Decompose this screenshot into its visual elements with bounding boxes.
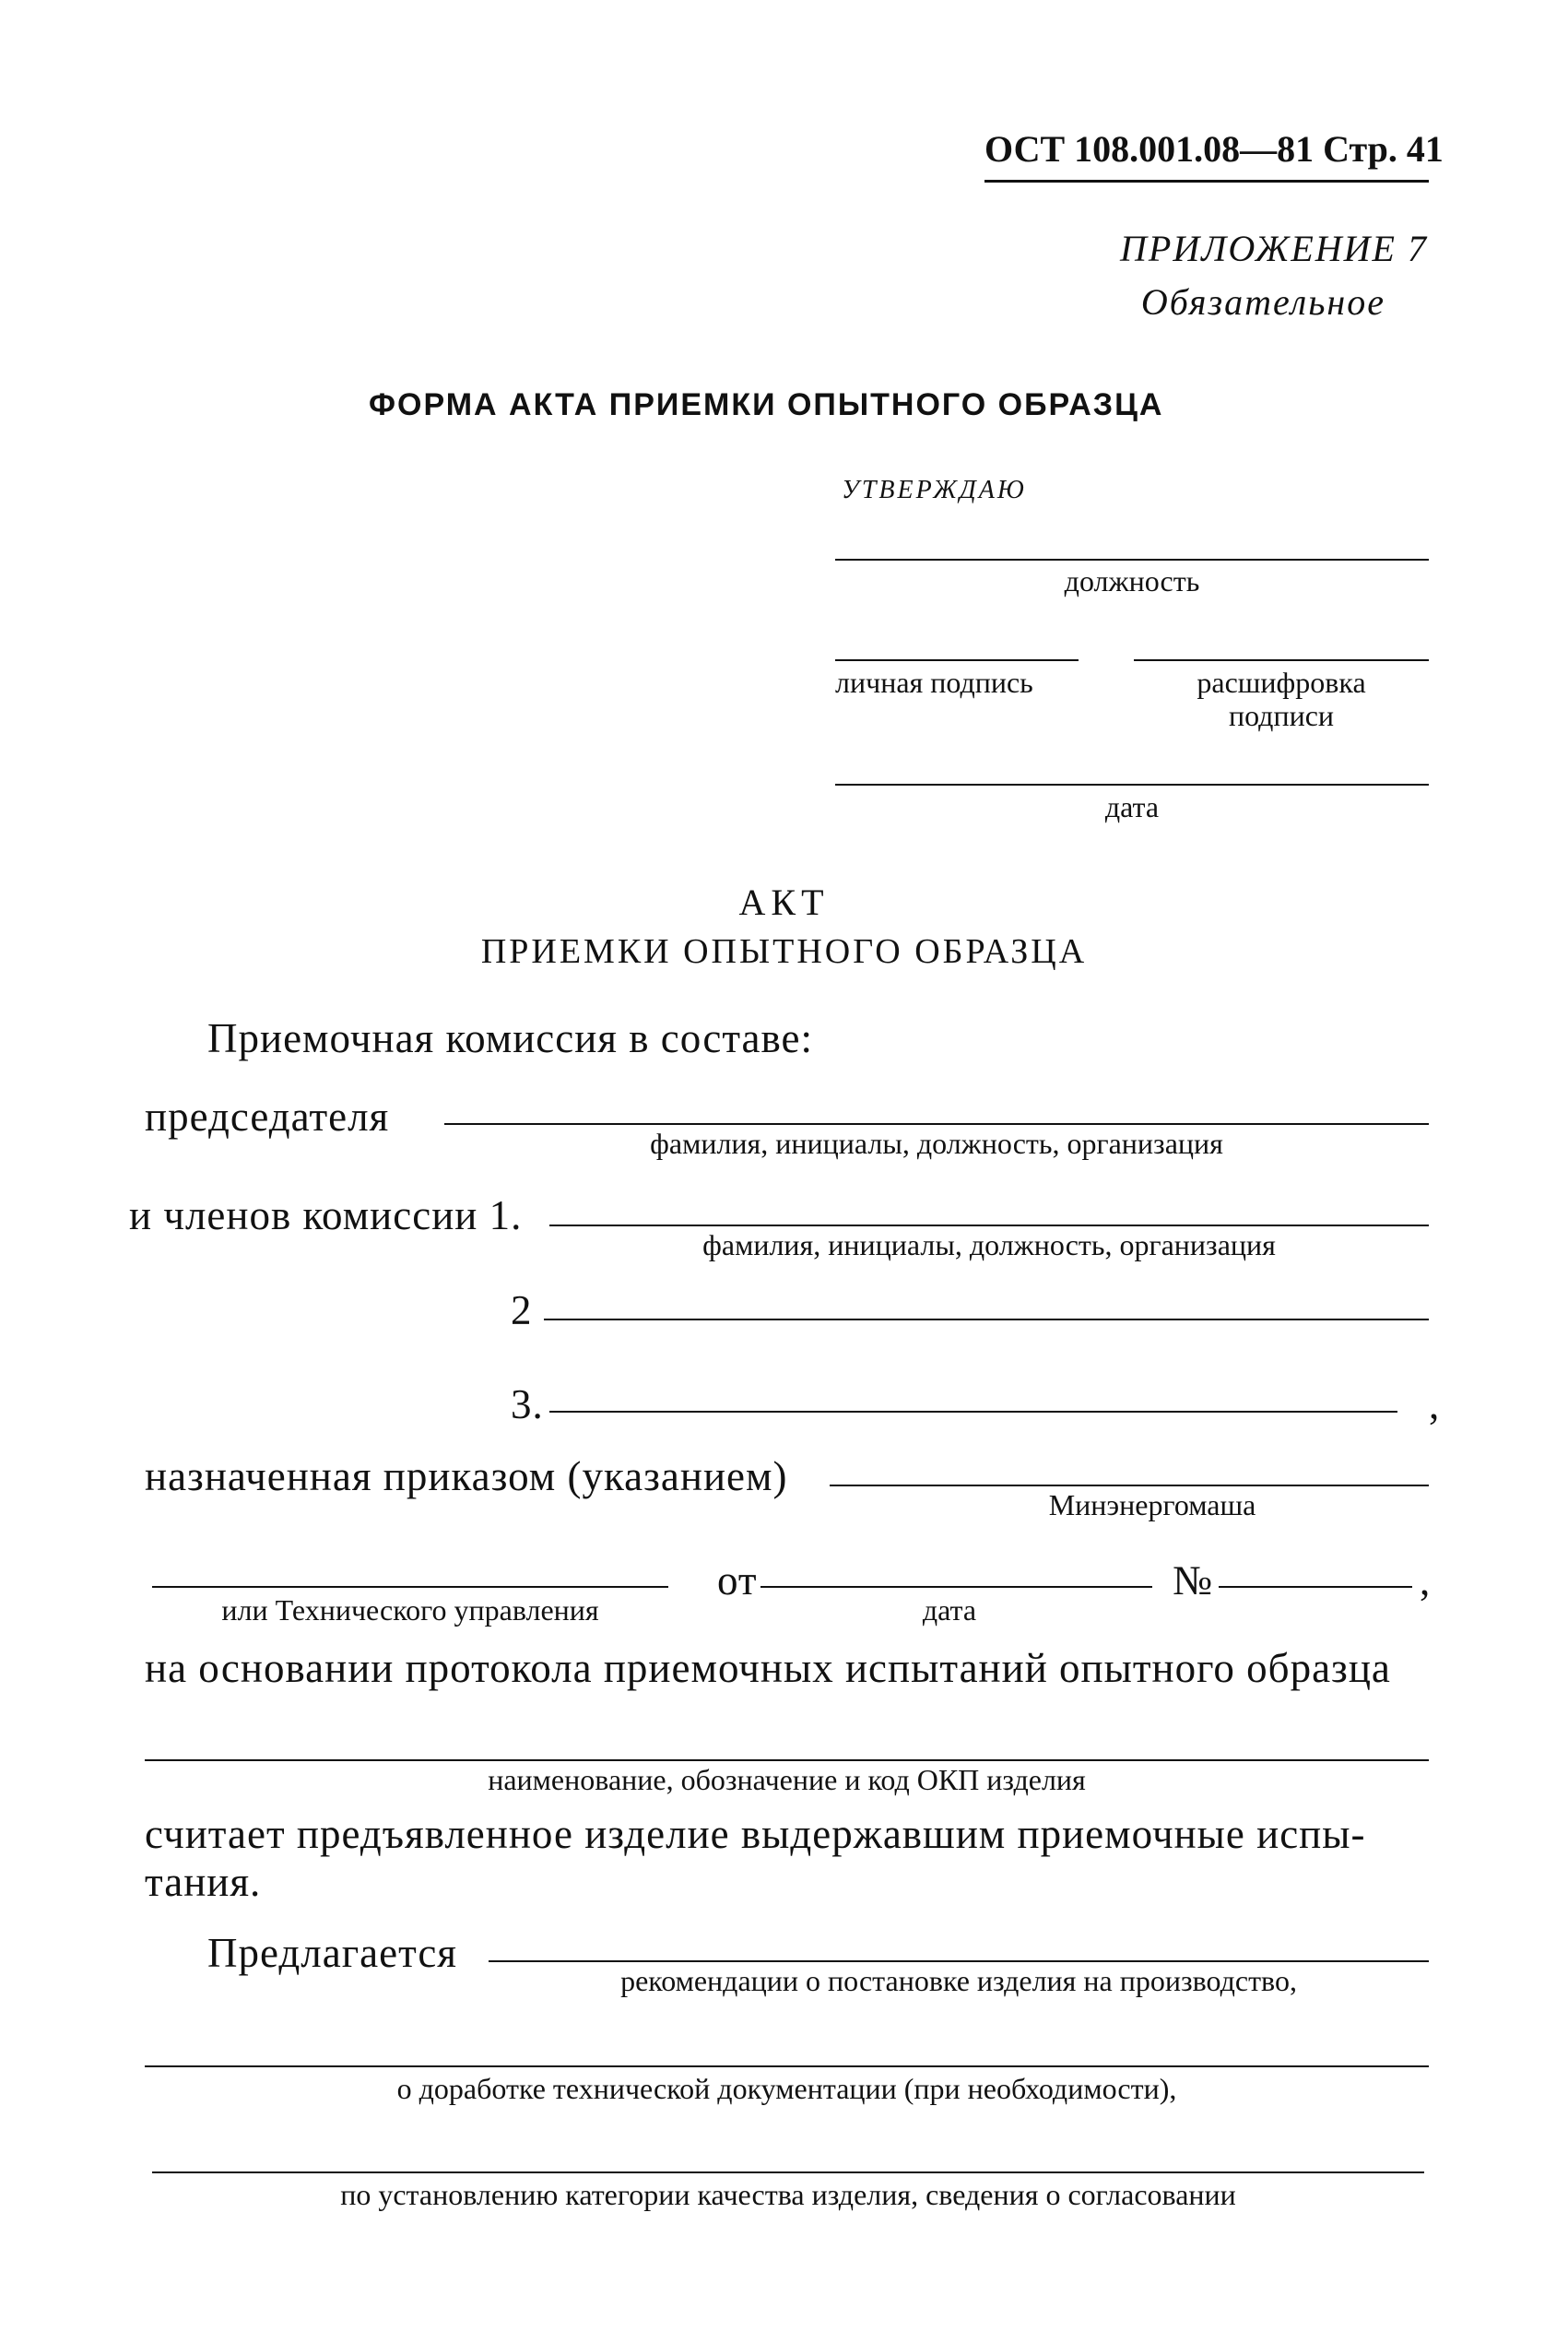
proposal-caption-3: по установлению категории качества изделия, сведения о согласовании <box>340 2178 1236 2211</box>
protocol-text: на основании протокола приемочных испытаний опытного образца <box>145 1645 1391 1691</box>
approval-heading: УТВЕРЖДАЮ <box>842 476 1027 504</box>
product-caption: наименование, обозначение и код ОКП изделия <box>488 1763 1086 1796</box>
chairman-line <box>444 1123 1429 1125</box>
members-caption: фамилия, инициалы, должность, организация <box>702 1228 1276 1261</box>
chairman-caption: фамилия, инициалы, должность, организация <box>650 1127 1223 1160</box>
commission-intro: Приемочная комиссия в составе: <box>207 1015 813 1061</box>
order-line <box>830 1485 1429 1486</box>
approval-date-line <box>835 784 1429 786</box>
members-label: и членов комиссии 1. <box>129 1192 523 1238</box>
member-3-comma: , <box>1429 1381 1441 1427</box>
conclusion-line-2: тания. <box>145 1859 262 1905</box>
signature-line <box>835 659 1079 661</box>
member-1-line <box>549 1225 1429 1226</box>
header-underline <box>984 180 1429 183</box>
proposal-line-3 <box>152 2171 1424 2173</box>
appendix-status: Обязательное <box>1140 281 1385 323</box>
act-title: АКТ <box>738 882 830 923</box>
position-line <box>835 559 1429 561</box>
proposal-line-2 <box>145 2065 1429 2067</box>
approval-date-caption: дата <box>1104 790 1160 823</box>
proposal-line-1 <box>489 1960 1429 1962</box>
order-number-line <box>1219 1586 1412 1588</box>
document-reference: ОСТ 108.001.08—81 Стр. 41 <box>984 128 1444 170</box>
member-3-line <box>549 1411 1397 1413</box>
ministry-caption: Минэнергомаша <box>1048 1488 1256 1521</box>
position-caption: должность <box>1064 564 1200 598</box>
order-number-label: № <box>1173 1557 1213 1603</box>
order-date-caption: дата <box>922 1593 977 1627</box>
conclusion-line-1: считает предъявленное изделие выдержавшим приемочные испы- <box>145 1811 1366 1857</box>
order-from-label: от <box>717 1557 758 1603</box>
order-comma: , <box>1420 1557 1432 1603</box>
proposal-caption-2: о доработке технической документации (при необходимости), <box>396 2072 1177 2105</box>
member-3-number: 3. <box>511 1381 544 1427</box>
member-2-line <box>544 1319 1429 1320</box>
signature-transcript-caption-line2: подписи <box>1228 699 1335 732</box>
proposal-label: Предлагается <box>207 1930 457 1976</box>
signature-transcript-caption-line1: расшифровка <box>1197 666 1366 699</box>
department-line <box>152 1586 668 1588</box>
appendix-title: ПРИЛОЖЕНИЕ 7 <box>1120 228 1428 269</box>
chairman-label: председателя <box>145 1094 390 1140</box>
proposal-caption-1: рекомендации о постановке изделия на производство, <box>620 1964 1297 1997</box>
order-label: назначенная приказом (указанием) <box>145 1453 788 1499</box>
order-date-line <box>760 1586 1152 1588</box>
act-subtitle: ПРИЕМКИ ОПЫТНОГО ОБРАЗЦА <box>480 932 1088 971</box>
product-line <box>145 1759 1429 1761</box>
department-caption: или Технического управления <box>221 1593 599 1627</box>
member-2-number: 2 <box>511 1287 533 1333</box>
signature-caption: личная подпись <box>835 666 1033 699</box>
signature-transcript-line <box>1134 659 1429 661</box>
form-title: ФОРМА АКТА ПРИЕМКИ ОПЫТНОГО ОБРАЗЦА <box>369 387 1164 422</box>
